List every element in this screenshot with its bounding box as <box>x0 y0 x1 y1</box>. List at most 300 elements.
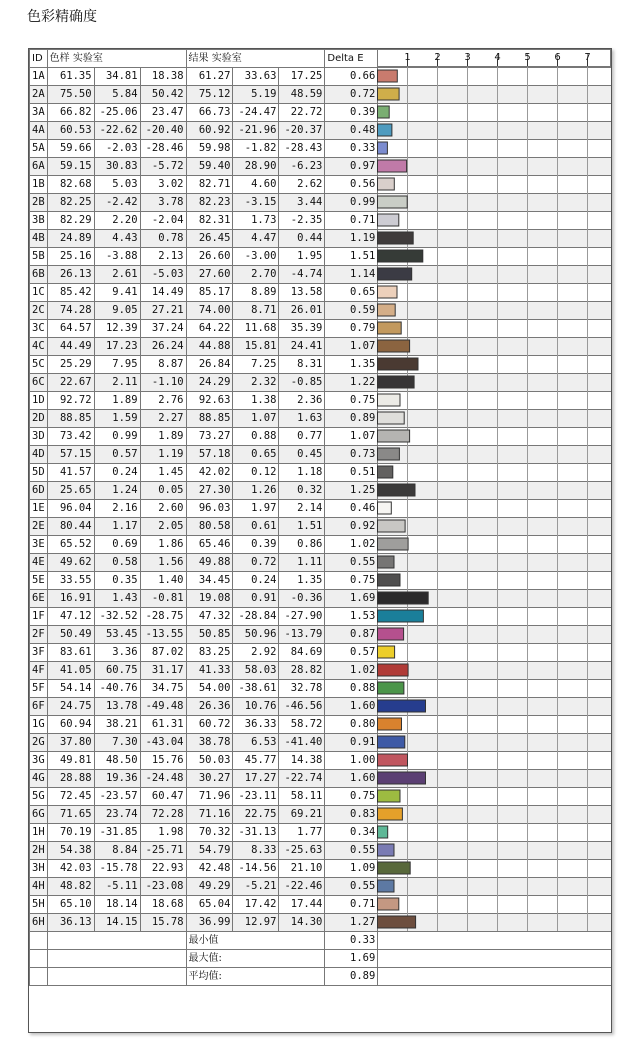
result-l-cell: 60.92 <box>186 122 233 140</box>
result-a-cell: 4.60 <box>233 176 279 194</box>
sample-b-cell: 1.89 <box>140 428 186 446</box>
delta-e-cell: 0.75 <box>325 392 378 410</box>
result-a-cell: 6.53 <box>233 734 279 752</box>
sample-a-cell: 1.17 <box>94 518 140 536</box>
sample-b-cell: 1.98 <box>140 824 186 842</box>
sample-b-cell: 1.40 <box>140 572 186 590</box>
sample-a-cell: 1.43 <box>94 590 140 608</box>
sample-b-cell: -28.75 <box>140 608 186 626</box>
result-b-cell: -2.35 <box>279 212 325 230</box>
result-b-cell: 13.58 <box>279 284 325 302</box>
result-a-cell: 0.72 <box>233 554 279 572</box>
result-b-cell: 1.95 <box>279 248 325 266</box>
result-a-cell: 17.42 <box>233 896 279 914</box>
result-l-cell: 34.45 <box>186 572 233 590</box>
id-cell: 4A <box>30 122 48 140</box>
sample-a-cell: -25.06 <box>94 104 140 122</box>
sample-b-cell: -0.81 <box>140 590 186 608</box>
delta-e-cell: 0.99 <box>325 194 378 212</box>
result-l-cell: 70.32 <box>186 824 233 842</box>
bar-4E <box>378 556 395 568</box>
result-l-cell: 74.00 <box>186 302 233 320</box>
delta-e-cell: 0.80 <box>325 716 378 734</box>
result-a-cell: 0.65 <box>233 446 279 464</box>
result-l-cell: 82.23 <box>186 194 233 212</box>
bar-3H <box>378 862 411 874</box>
result-l-cell: 65.04 <box>186 896 233 914</box>
bar-2G <box>378 736 405 748</box>
result-a-cell: -3.15 <box>233 194 279 212</box>
result-b-cell: 84.69 <box>279 644 325 662</box>
id-cell: 3F <box>30 644 48 662</box>
sample-a-cell: -22.62 <box>94 122 140 140</box>
result-l-cell: 26.45 <box>186 230 233 248</box>
sample-a-cell: 18.14 <box>94 896 140 914</box>
bar-2F <box>378 628 404 640</box>
sample-a-cell: -2.42 <box>94 194 140 212</box>
result-b-cell: 1.77 <box>279 824 325 842</box>
id-cell: 4C <box>30 338 48 356</box>
delta-e-cell: 0.59 <box>325 302 378 320</box>
sample-l-cell: 73.42 <box>47 428 94 446</box>
sample-l-cell: 66.82 <box>47 104 94 122</box>
result-a-cell: 58.03 <box>233 662 279 680</box>
sample-l-cell: 54.38 <box>47 842 94 860</box>
id-cell: 3C <box>30 320 48 338</box>
bar-3D <box>378 430 410 442</box>
sample-a-cell: 13.78 <box>94 698 140 716</box>
result-b-cell: 24.41 <box>279 338 325 356</box>
id-cell: 1H <box>30 824 48 842</box>
result-l-cell: 85.17 <box>186 284 233 302</box>
stat-blank-cell <box>47 950 186 968</box>
sample-a-cell: 48.50 <box>94 752 140 770</box>
result-l-cell: 60.72 <box>186 716 233 734</box>
sample-a-cell: 4.43 <box>94 230 140 248</box>
header-delta: Delta E <box>325 50 378 68</box>
result-b-cell: -13.79 <box>279 626 325 644</box>
sample-l-cell: 59.15 <box>47 158 94 176</box>
sample-b-cell: 2.76 <box>140 392 186 410</box>
bar-3A <box>378 106 390 118</box>
sample-l-cell: 25.16 <box>47 248 94 266</box>
result-l-cell: 49.29 <box>186 878 233 896</box>
id-cell: 5A <box>30 140 48 158</box>
result-a-cell: -24.47 <box>233 104 279 122</box>
sample-b-cell: 22.93 <box>140 860 186 878</box>
bar-1B <box>378 178 395 190</box>
result-b-cell: 0.44 <box>279 230 325 248</box>
sample-l-cell: 16.91 <box>47 590 94 608</box>
result-l-cell: 26.36 <box>186 698 233 716</box>
sample-b-cell: 1.86 <box>140 536 186 554</box>
result-l-cell: 59.98 <box>186 140 233 158</box>
bar-4G <box>378 772 426 784</box>
sample-b-cell: 60.47 <box>140 788 186 806</box>
result-a-cell: 1.26 <box>233 482 279 500</box>
sample-l-cell: 37.80 <box>47 734 94 752</box>
id-cell: 2E <box>30 518 48 536</box>
result-l-cell: 26.84 <box>186 356 233 374</box>
id-cell: 1B <box>30 176 48 194</box>
bar-2E <box>378 520 406 532</box>
result-a-cell: 50.96 <box>233 626 279 644</box>
result-l-cell: 73.27 <box>186 428 233 446</box>
sample-l-cell: 42.03 <box>47 860 94 878</box>
sample-b-cell: 61.31 <box>140 716 186 734</box>
delta-e-cell: 0.87 <box>325 626 378 644</box>
sample-a-cell: 0.57 <box>94 446 140 464</box>
result-a-cell: -21.96 <box>233 122 279 140</box>
delta-e-cell: 0.33 <box>325 140 378 158</box>
stat-blank-cell <box>47 968 186 986</box>
bar-6D <box>378 484 416 496</box>
delta-e-cell: 1.02 <box>325 662 378 680</box>
result-a-cell: 11.68 <box>233 320 279 338</box>
sample-l-cell: 26.13 <box>47 266 94 284</box>
delta-e-cell: 0.66 <box>325 68 378 86</box>
stat-value: 1.69 <box>325 950 378 968</box>
id-cell: 1D <box>30 392 48 410</box>
delta-e-cell: 1.27 <box>325 914 378 932</box>
bar-5C <box>378 358 419 370</box>
result-a-cell: 1.07 <box>233 410 279 428</box>
sample-l-cell: 48.82 <box>47 878 94 896</box>
sample-b-cell: -5.03 <box>140 266 186 284</box>
delta-e-cell: 1.19 <box>325 230 378 248</box>
sample-l-cell: 60.53 <box>47 122 94 140</box>
result-a-cell: -5.21 <box>233 878 279 896</box>
result-a-cell: 8.33 <box>233 842 279 860</box>
sample-b-cell: 27.21 <box>140 302 186 320</box>
sample-a-cell: 2.16 <box>94 500 140 518</box>
result-l-cell: 27.60 <box>186 266 233 284</box>
stat-blank-cell <box>30 968 48 986</box>
sample-b-cell: 37.24 <box>140 320 186 338</box>
result-l-cell: 80.58 <box>186 518 233 536</box>
delta-e-cell: 0.46 <box>325 500 378 518</box>
result-a-cell: -1.82 <box>233 140 279 158</box>
id-cell: 6C <box>30 374 48 392</box>
result-a-cell: 33.63 <box>233 68 279 86</box>
sample-b-cell: 1.45 <box>140 464 186 482</box>
id-cell: 6B <box>30 266 48 284</box>
sample-a-cell: 5.03 <box>94 176 140 194</box>
id-cell: 6F <box>30 698 48 716</box>
bar-5B <box>378 250 423 262</box>
sample-a-cell: 0.69 <box>94 536 140 554</box>
result-a-cell: -14.56 <box>233 860 279 878</box>
id-cell: 3G <box>30 752 48 770</box>
sample-l-cell: 82.29 <box>47 212 94 230</box>
sample-a-cell: 38.21 <box>94 716 140 734</box>
bar-2B <box>378 196 408 208</box>
delta-e-cell: 1.60 <box>325 770 378 788</box>
result-l-cell: 44.88 <box>186 338 233 356</box>
result-l-cell: 24.29 <box>186 374 233 392</box>
tick-label: 5 <box>524 52 531 63</box>
result-a-cell: 4.47 <box>233 230 279 248</box>
sample-a-cell: 0.58 <box>94 554 140 572</box>
bar-6C <box>378 376 415 388</box>
sample-a-cell: 0.99 <box>94 428 140 446</box>
result-b-cell: 2.36 <box>279 392 325 410</box>
bar-5F <box>378 682 404 694</box>
sample-l-cell: 25.65 <box>47 482 94 500</box>
bar-3B <box>378 214 399 226</box>
sample-b-cell: -2.04 <box>140 212 186 230</box>
bar-1A <box>378 70 398 82</box>
id-cell: 5B <box>30 248 48 266</box>
result-b-cell: 21.10 <box>279 860 325 878</box>
delta-e-cell: 0.97 <box>325 158 378 176</box>
sample-b-cell: 50.42 <box>140 86 186 104</box>
delta-e-cell: 1.60 <box>325 698 378 716</box>
sample-l-cell: 65.52 <box>47 536 94 554</box>
sample-b-cell: 1.19 <box>140 446 186 464</box>
result-l-cell: 42.48 <box>186 860 233 878</box>
sample-l-cell: 47.12 <box>47 608 94 626</box>
result-l-cell: 71.96 <box>186 788 233 806</box>
sample-b-cell: -43.04 <box>140 734 186 752</box>
result-a-cell: 0.61 <box>233 518 279 536</box>
stat-value: 0.89 <box>325 968 378 986</box>
sample-b-cell: 34.75 <box>140 680 186 698</box>
bar-2D <box>378 412 405 424</box>
result-b-cell: -4.74 <box>279 266 325 284</box>
result-b-cell: 1.63 <box>279 410 325 428</box>
bar-1G <box>378 718 402 730</box>
result-l-cell: 50.85 <box>186 626 233 644</box>
id-cell: 3D <box>30 428 48 446</box>
result-l-cell: 88.85 <box>186 410 233 428</box>
result-l-cell: 71.16 <box>186 806 233 824</box>
sample-b-cell: -28.46 <box>140 140 186 158</box>
delta-e-cell: 0.71 <box>325 896 378 914</box>
sample-a-cell: 34.81 <box>94 68 140 86</box>
sample-l-cell: 64.57 <box>47 320 94 338</box>
result-b-cell: 1.51 <box>279 518 325 536</box>
result-a-cell: 45.77 <box>233 752 279 770</box>
sample-b-cell: 8.87 <box>140 356 186 374</box>
id-cell: 2D <box>30 410 48 428</box>
delta-e-cell: 1.02 <box>325 536 378 554</box>
sample-a-cell: -15.78 <box>94 860 140 878</box>
result-a-cell: 8.89 <box>233 284 279 302</box>
result-l-cell: 64.22 <box>186 320 233 338</box>
id-cell: 4H <box>30 878 48 896</box>
id-cell: 2C <box>30 302 48 320</box>
sample-a-cell: 1.59 <box>94 410 140 428</box>
tick-label: 2 <box>434 52 441 63</box>
id-cell: 4B <box>30 230 48 248</box>
stat-blank-cell <box>30 932 48 950</box>
delta-e-cell: 1.14 <box>325 266 378 284</box>
result-b-cell: 26.01 <box>279 302 325 320</box>
delta-e-cell: 0.72 <box>325 86 378 104</box>
sample-b-cell: 23.47 <box>140 104 186 122</box>
tick-label: 1 <box>404 52 411 63</box>
sample-b-cell: 2.05 <box>140 518 186 536</box>
sample-l-cell: 41.05 <box>47 662 94 680</box>
delta-e-cell: 0.65 <box>325 284 378 302</box>
bar-2A <box>378 88 400 100</box>
id-cell: 5E <box>30 572 48 590</box>
result-l-cell: 27.30 <box>186 482 233 500</box>
result-b-cell: 0.32 <box>279 482 325 500</box>
result-l-cell: 57.18 <box>186 446 233 464</box>
result-a-cell: 22.75 <box>233 806 279 824</box>
sample-a-cell: 8.84 <box>94 842 140 860</box>
delta-e-cell: 0.55 <box>325 842 378 860</box>
tick-label: 6 <box>554 52 561 63</box>
result-a-cell: 10.76 <box>233 698 279 716</box>
sample-a-cell: -3.88 <box>94 248 140 266</box>
sample-l-cell: 82.25 <box>47 194 94 212</box>
sample-b-cell: 87.02 <box>140 644 186 662</box>
bar-1C <box>378 286 398 298</box>
sample-l-cell: 41.57 <box>47 464 94 482</box>
result-b-cell: 0.77 <box>279 428 325 446</box>
bar-4F <box>378 664 409 676</box>
id-cell: 2F <box>30 626 48 644</box>
result-b-cell: 35.39 <box>279 320 325 338</box>
result-l-cell: 41.33 <box>186 662 233 680</box>
id-cell: 6G <box>30 806 48 824</box>
bar-6B <box>378 268 412 280</box>
id-cell: 1G <box>30 716 48 734</box>
delta-e-cell: 0.75 <box>325 788 378 806</box>
sample-l-cell: 33.55 <box>47 572 94 590</box>
delta-e-cell: 0.57 <box>325 644 378 662</box>
id-cell: 5G <box>30 788 48 806</box>
result-a-cell: 1.97 <box>233 500 279 518</box>
tick-label: 4 <box>494 52 501 63</box>
result-a-cell: 36.33 <box>233 716 279 734</box>
delta-e-cell: 1.25 <box>325 482 378 500</box>
sample-b-cell: -5.72 <box>140 158 186 176</box>
bar-6E <box>378 592 429 604</box>
sample-a-cell: -40.76 <box>94 680 140 698</box>
result-a-cell: 7.25 <box>233 356 279 374</box>
bar-6G <box>378 808 403 820</box>
sample-l-cell: 54.14 <box>47 680 94 698</box>
sample-a-cell: 9.05 <box>94 302 140 320</box>
result-b-cell: 22.72 <box>279 104 325 122</box>
sample-a-cell: 7.95 <box>94 356 140 374</box>
id-cell: 4G <box>30 770 48 788</box>
id-cell: 2G <box>30 734 48 752</box>
sample-l-cell: 96.04 <box>47 500 94 518</box>
sample-b-cell: 15.76 <box>140 752 186 770</box>
sample-a-cell: 5.84 <box>94 86 140 104</box>
id-cell: 6E <box>30 590 48 608</box>
sample-l-cell: 85.42 <box>47 284 94 302</box>
id-cell: 2A <box>30 86 48 104</box>
result-b-cell: -22.46 <box>279 878 325 896</box>
sample-l-cell: 60.94 <box>47 716 94 734</box>
sample-b-cell: 31.17 <box>140 662 186 680</box>
result-l-cell: 19.08 <box>186 590 233 608</box>
result-b-cell: 3.44 <box>279 194 325 212</box>
result-l-cell: 75.12 <box>186 86 233 104</box>
sample-l-cell: 61.35 <box>47 68 94 86</box>
result-l-cell: 96.03 <box>186 500 233 518</box>
sample-a-cell: -32.52 <box>94 608 140 626</box>
result-b-cell: 14.30 <box>279 914 325 932</box>
bar-4A <box>378 124 392 136</box>
result-a-cell: 0.12 <box>233 464 279 482</box>
bar-3C <box>378 322 402 334</box>
sample-a-cell: 1.89 <box>94 392 140 410</box>
result-b-cell: 48.59 <box>279 86 325 104</box>
sample-b-cell: -20.40 <box>140 122 186 140</box>
delta-e-cell: 1.07 <box>325 428 378 446</box>
result-b-cell: -25.63 <box>279 842 325 860</box>
result-a-cell: 2.92 <box>233 644 279 662</box>
id-cell: 6D <box>30 482 48 500</box>
sample-b-cell: -24.48 <box>140 770 186 788</box>
sample-a-cell: 9.41 <box>94 284 140 302</box>
result-l-cell: 92.63 <box>186 392 233 410</box>
result-b-cell: -0.85 <box>279 374 325 392</box>
result-a-cell: -31.13 <box>233 824 279 842</box>
result-l-cell: 42.02 <box>186 464 233 482</box>
id-cell: 3E <box>30 536 48 554</box>
bar-2H <box>378 844 395 856</box>
sample-l-cell: 80.44 <box>47 518 94 536</box>
bar-3G <box>378 754 408 766</box>
sample-a-cell: 7.30 <box>94 734 140 752</box>
delta-e-cell: 0.89 <box>325 410 378 428</box>
result-l-cell: 66.73 <box>186 104 233 122</box>
bar-5H <box>378 898 399 910</box>
sample-l-cell: 70.19 <box>47 824 94 842</box>
sample-a-cell: 0.35 <box>94 572 140 590</box>
sample-a-cell: -2.03 <box>94 140 140 158</box>
sample-a-cell: -31.85 <box>94 824 140 842</box>
result-a-cell: 12.97 <box>233 914 279 932</box>
delta-e-cell: 0.83 <box>325 806 378 824</box>
delta-e-cell: 1.53 <box>325 608 378 626</box>
sample-l-cell: 71.65 <box>47 806 94 824</box>
result-a-cell: 15.81 <box>233 338 279 356</box>
sample-b-cell: 15.78 <box>140 914 186 932</box>
id-cell: 1A <box>30 68 48 86</box>
delta-e-cell: 0.73 <box>325 446 378 464</box>
sample-b-cell: 3.78 <box>140 194 186 212</box>
result-a-cell: 0.39 <box>233 536 279 554</box>
result-b-cell: 0.86 <box>279 536 325 554</box>
result-a-cell: 0.24 <box>233 572 279 590</box>
sample-a-cell: -23.57 <box>94 788 140 806</box>
sample-b-cell: -13.55 <box>140 626 186 644</box>
result-a-cell: 2.70 <box>233 266 279 284</box>
bar-4H <box>378 880 395 892</box>
sample-b-cell: -1.10 <box>140 374 186 392</box>
id-cell: 3A <box>30 104 48 122</box>
id-cell: 6A <box>30 158 48 176</box>
result-l-cell: 50.03 <box>186 752 233 770</box>
sample-b-cell: 18.38 <box>140 68 186 86</box>
result-b-cell: -6.23 <box>279 158 325 176</box>
result-a-cell: -28.84 <box>233 608 279 626</box>
bar-1E <box>378 502 392 514</box>
result-l-cell: 49.88 <box>186 554 233 572</box>
sample-b-cell: 2.13 <box>140 248 186 266</box>
result-a-cell: -38.61 <box>233 680 279 698</box>
delta-e-cell: 0.55 <box>325 878 378 896</box>
